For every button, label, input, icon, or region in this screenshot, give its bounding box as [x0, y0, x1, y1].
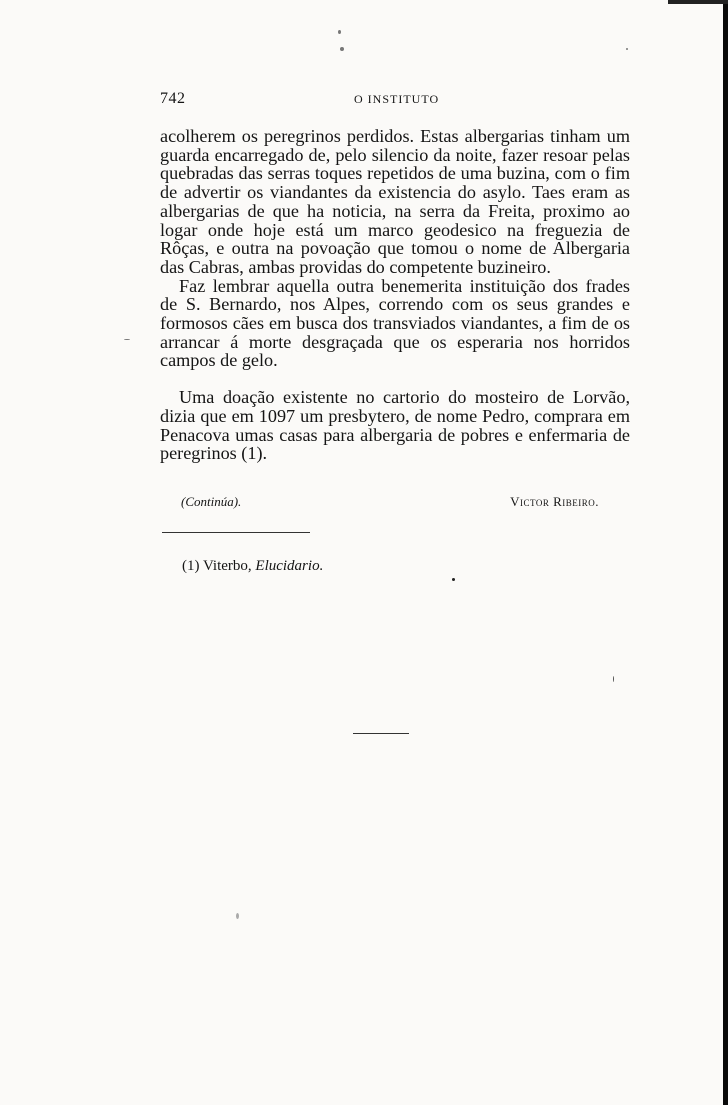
footnote — [182, 558, 323, 575]
page-header — [160, 90, 630, 110]
paragraph: acolherem os peregrinos perdidos. Estas albergarias tinham um guarda encarregado de, pelo silencio da noite, fazer resoar pelas quebradas das serras toques repetidos de uma buzina, com o fim de advertir os viandantes da existencia do asylo. Taes eram as albergarias de que ha noticia, na serra da Freita, proximo ao logar onde hoje está um marco geodesico na freguezia de Rôças, e outra na povoação que tomou o nome de Albergaria das Cabras, ambas providas do competente buzineiro. — [160, 126, 630, 277]
scan-edge-top — [668, 0, 728, 4]
scan-speck — [626, 48, 628, 50]
scan-speck — [452, 578, 455, 581]
continua-note: (Continúa). — [181, 494, 242, 509]
scan-speck — [236, 913, 239, 919]
scan-edge-right — [723, 0, 728, 1105]
paragraph: Faz lembrar aquella outra benemerita instituição dos frades de S. Bernardo, nos Alpes, correndo com os seus grandes e formosos cães em busca dos transviados viandantes, a fim de os arrancar á morte desgraçada que os esperaria nos horridos campos de gelo. — [160, 275, 630, 371]
page-number: 742 — [160, 90, 186, 107]
scan-speck — [338, 30, 341, 34]
footnote-divider — [162, 532, 310, 533]
running-head: O INSTITUTO — [354, 92, 440, 106]
scan-speck — [340, 47, 344, 51]
article-body — [160, 127, 630, 463]
section-end-rule — [353, 733, 409, 734]
footnote-author: Viterbo, — [202, 558, 252, 574]
footnote-work: Elucidario. — [255, 558, 324, 574]
author-signature: Victor Ribeiro. — [510, 494, 599, 509]
footnote-marker: (1) — [182, 558, 200, 574]
scan-speck — [124, 339, 130, 340]
scan-speck — [613, 676, 614, 682]
paragraph: Uma doação existente no cartorio do mosteiro de Lorvão, dizia que em 1097 um presbytero, de nome Pedro, comprara em Penacova umas casas para albergaria de pobres e enfermaria de peregrinos (1). — [160, 387, 630, 464]
signature-row — [160, 494, 630, 516]
